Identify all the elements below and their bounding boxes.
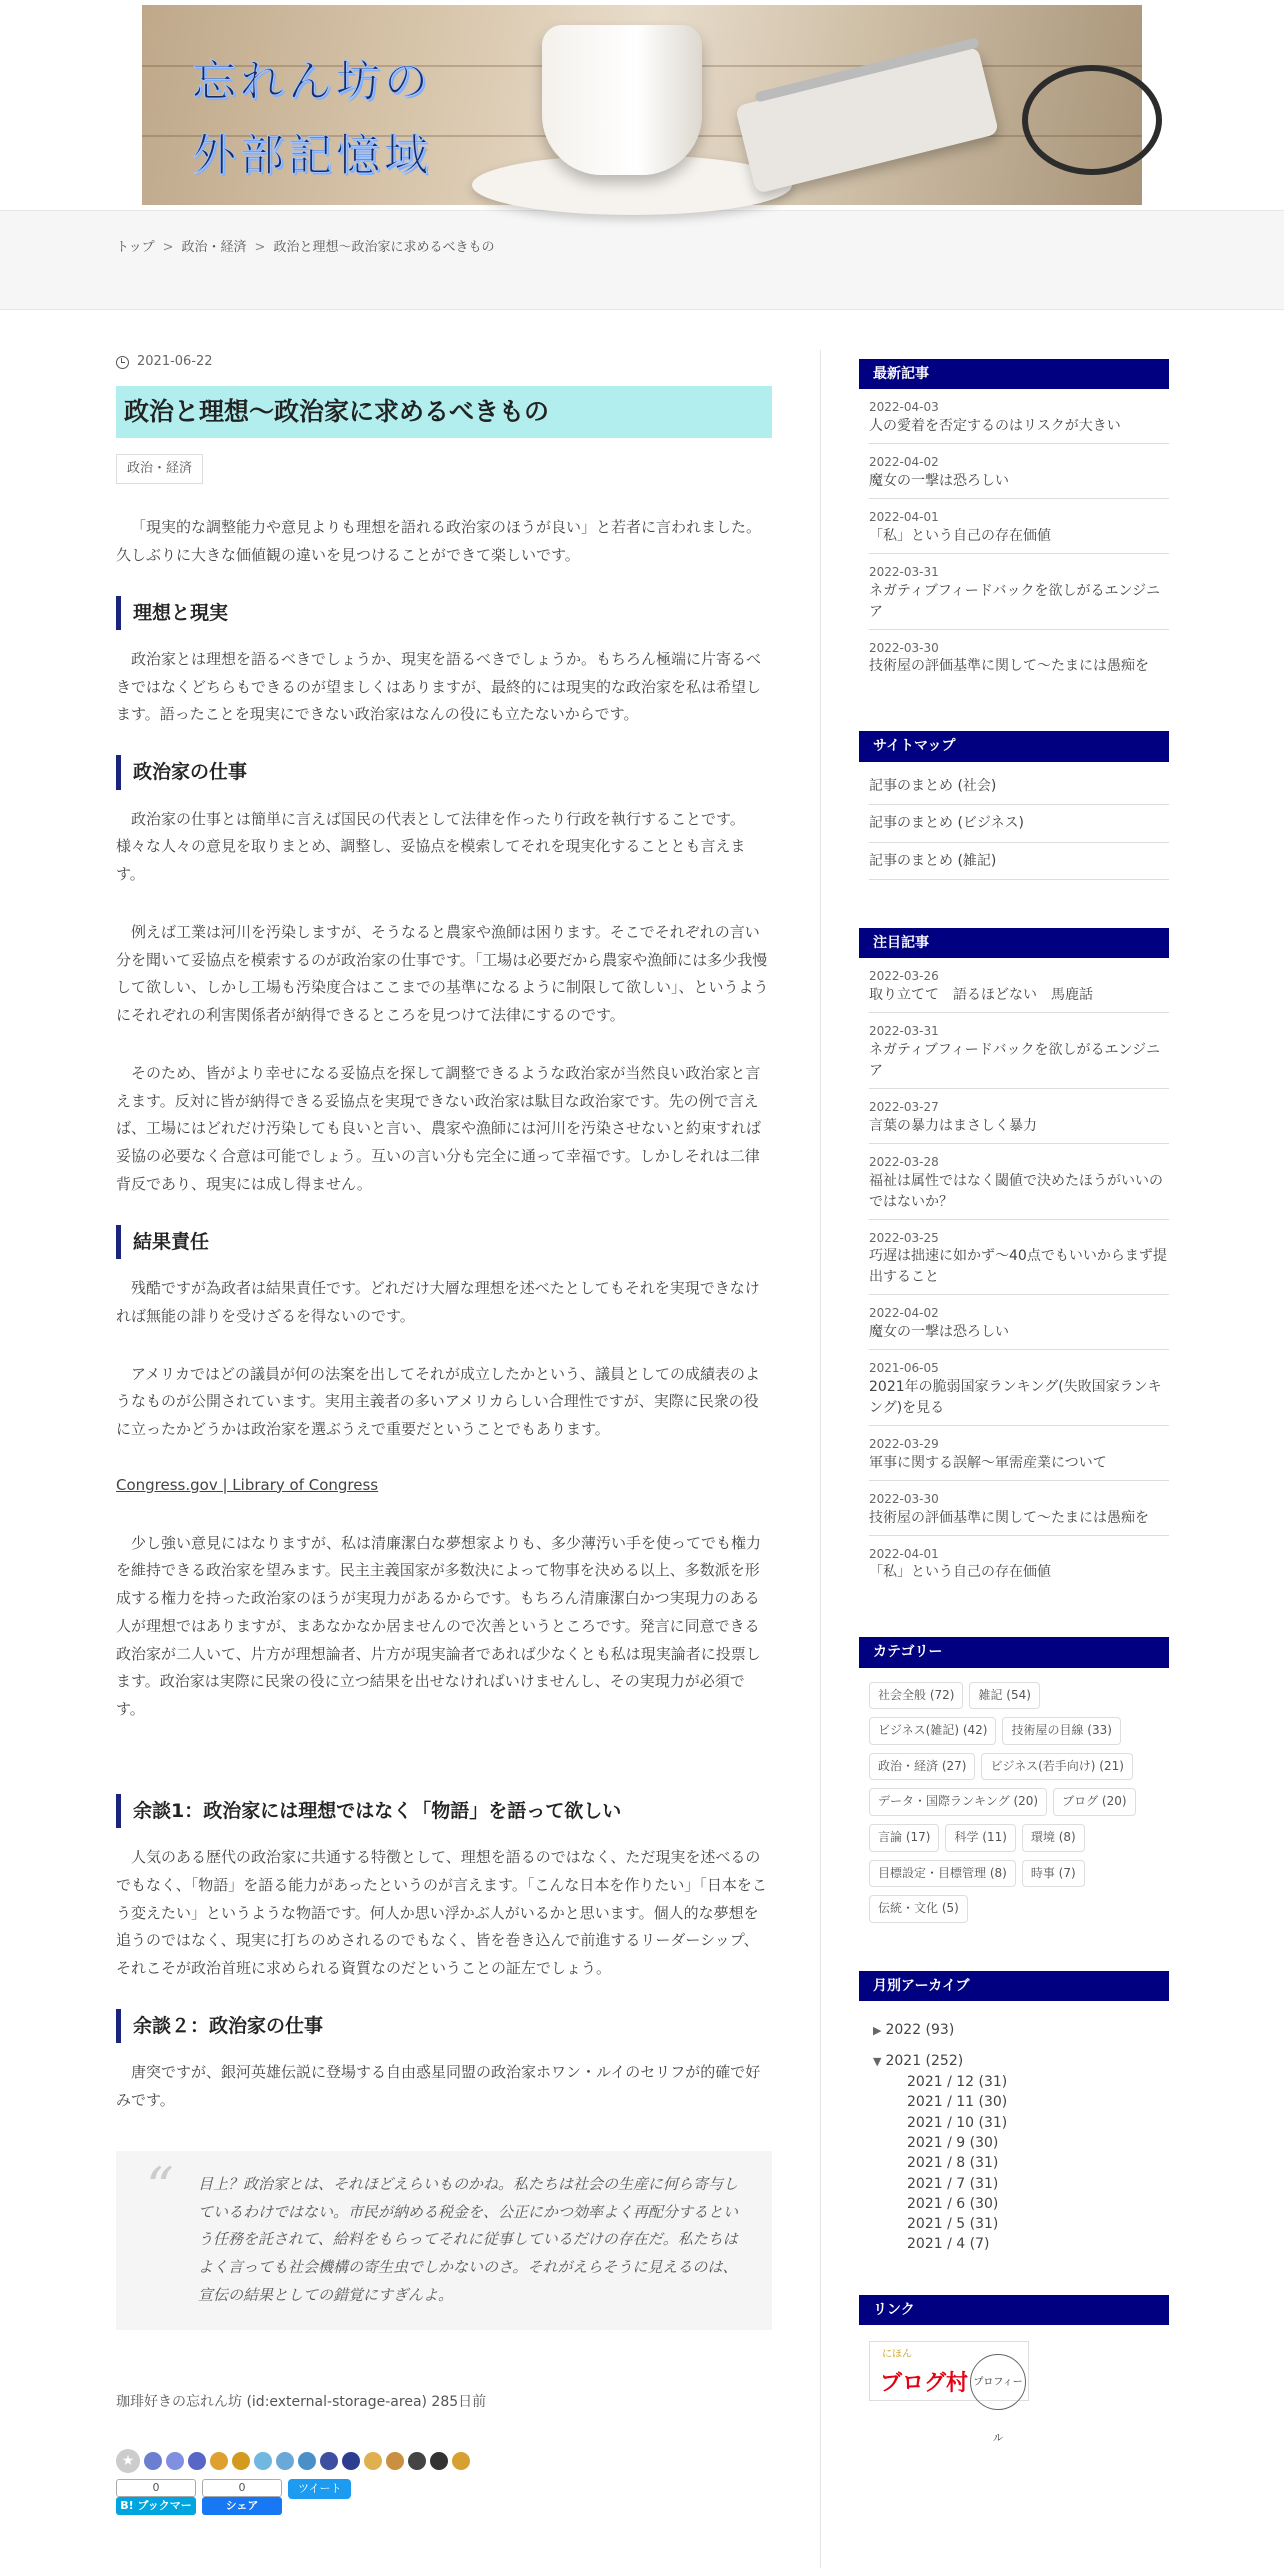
archive-year-2022[interactable] — [873, 2019, 1169, 2041]
recent-date: 2022-04-01 — [869, 509, 939, 524]
featured-title[interactable]: 技術屋の評価基準に関して～たまには愚痴を — [869, 1509, 1149, 1526]
archive-months — [873, 2072, 1169, 2255]
archive-month[interactable]: 2021 / 9 (30) — [907, 2134, 999, 2151]
widget-title-archive: 月別アーカイブ — [859, 1971, 1169, 2001]
coffee-cup-image — [542, 25, 702, 175]
collapse-triangle-icon[interactable]: ▼ — [873, 2054, 882, 2068]
star-user-avatar[interactable] — [430, 2452, 448, 2470]
category-chip[interactable]: 目標設定・目標管理 (8) — [869, 1860, 1016, 1888]
article — [116, 350, 772, 2531]
widget-sitemap — [859, 731, 1169, 880]
blockquote — [116, 2151, 772, 2330]
featured-item[interactable] — [869, 1144, 1169, 1220]
breadcrumb-separator: > — [162, 240, 174, 255]
featured-date: 2022-03-25 — [869, 1230, 939, 1245]
featured-date: 2022-03-29 — [869, 1436, 939, 1451]
archive-year-label[interactable]: 2022 (93) — [885, 2022, 955, 2039]
widget-categories — [859, 1637, 1169, 1923]
site-header — [0, 0, 1284, 210]
paragraph: そのため、皆がより幸せになる妥協点を探して調整できるような政治家が当然良い政治家と言えます。反対に皆が納得できる妥協点を実現できない政治家は駄目な政治家です。先の例で言えば、工場にはどれだけ汚染しても良いと言い、農家や漁師には河川を汚染させないと約束すれば妥協の必要なく合意は可能でしょう。互いの言い分も完全に通って幸福です。しかしそれは二律背反であり、現実には成し得ません。 — [116, 1063, 762, 1193]
archive-year-label[interactable]: 2021 (252) — [885, 2052, 964, 2069]
congress-link[interactable]: Congress.gov | Library of Congress — [116, 1475, 379, 1494]
recent-item[interactable] — [869, 389, 1169, 444]
widget-featured — [859, 928, 1169, 1589]
recent-title[interactable]: ネガティブフィードバックを欲しがるエンジニア — [869, 582, 1161, 620]
recent-date: 2022-04-02 — [869, 455, 939, 470]
facebook-share-button[interactable]: シェア — [202, 2497, 282, 2515]
category-chip[interactable]: ブログ (20) — [1053, 1788, 1135, 1816]
featured-date: 2022-04-02 — [869, 1306, 939, 1321]
blogmura-banner[interactable] — [869, 2341, 1029, 2445]
paragraph: 少し強い意見にはなりますが、私は清廉潔白な夢想家よりも、多少薄汚い手を使ってでも権力を維持できる政治家を望みます。民主主義国家が多数決によって物事を決める以上、多数派を形成する権力を持った政治家のほうが実現力があるからです。もちろん清廉潔白かつ実現力のある人が理想ではありますが、まあなかなか居ませんので次善というところです。発言に同意できる政治家が二人いて、片方が理想論者、片方が現実論者であれば少なくとも私は現実論者に投票します。政治家は実際に民衆の役に立つ結果を出せなければいけませんし、その実現力が必須です。 — [116, 1533, 762, 1719]
breadcrumb-top[interactable]: トップ — [116, 240, 155, 255]
featured-date: 2022-03-28 — [869, 1154, 939, 1169]
star-user-avatar[interactable] — [452, 2452, 470, 2470]
featured-date: 2022-03-30 — [869, 1491, 939, 1506]
column-divider — [820, 350, 821, 2568]
hatena-bookmark-share[interactable] — [116, 2479, 196, 2531]
heading-aside-1: 余談1：政治家には理想ではなく「物語」を語って欲しい — [116, 1794, 772, 1828]
featured-item[interactable] — [869, 1426, 1169, 1481]
star-user-avatar[interactable] — [320, 2452, 338, 2470]
featured-item[interactable] — [869, 1220, 1169, 1296]
site-logo-line2[interactable]: 外部記憶域 — [192, 130, 432, 181]
heading-result-responsibility: 結果責任 — [116, 1225, 772, 1259]
star-user-avatar[interactable] — [386, 2452, 404, 2470]
featured-title[interactable]: 福祉は属性ではなく閾値で決めたほうがいいのではないか？ — [869, 1172, 1163, 1210]
header-banner[interactable] — [142, 5, 1142, 205]
sidebar — [859, 359, 1169, 2449]
breadcrumb — [116, 236, 494, 260]
widget-title-links: リンク — [859, 2295, 1169, 2325]
featured-item[interactable] — [869, 958, 1169, 1013]
quote-icon: “ — [146, 2155, 174, 2219]
link-paragraph — [116, 1472, 772, 1500]
featured-title[interactable]: 言葉の暴力はまさしく暴力 — [869, 1117, 1037, 1134]
featured-date: 2022-03-31 — [869, 1024, 939, 1039]
breadcrumb-category[interactable]: 政治・経済 — [181, 240, 247, 255]
post-date-text: 2021-06-22 — [137, 354, 213, 369]
post-title: 政治と理想～政治家に求めるべきもの — [116, 386, 772, 438]
featured-item[interactable] — [869, 1350, 1169, 1426]
star-user-avatar[interactable] — [210, 2452, 228, 2470]
star-user-avatar[interactable] — [364, 2452, 382, 2470]
heading-aside-2: 余談２：政治家の仕事 — [116, 2009, 772, 2043]
widget-archive — [859, 1971, 1169, 2255]
archive-month[interactable]: 2021 / 7 (31) — [907, 2175, 999, 2192]
banner-small-text: にほん — [882, 2349, 912, 2361]
banner-text: ブログ村 — [880, 2371, 969, 2397]
star-user-avatar[interactable] — [276, 2452, 294, 2470]
archive-month[interactable]: 2021 / 8 (31) — [907, 2155, 999, 2172]
featured-title[interactable]: 2021年の脆弱国家ランキング(失敗国家ランキング)を見る — [869, 1378, 1162, 1416]
widget-title-recent: 最新記事 — [859, 359, 1169, 389]
breadcrumb-current: 政治と理想～政治家に求めるべきもの — [273, 240, 495, 255]
category-chip[interactable]: 時事 (7) — [1022, 1860, 1085, 1888]
facebook-share-count: 0 — [202, 2479, 282, 2497]
recent-date: 2022-03-30 — [869, 640, 939, 655]
featured-date: 2021-06-05 — [869, 1361, 939, 1376]
recent-title[interactable]: 魔女の一撃は恐ろしい — [869, 472, 1009, 489]
post-category-tag[interactable]: 政治・経済 — [116, 454, 203, 484]
widget-title-sitemap: サイトマップ — [859, 731, 1169, 761]
featured-title[interactable]: 軍事に関する誤解～軍需産業について — [869, 1454, 1107, 1471]
widget-links — [859, 2295, 1169, 2445]
category-list — [859, 1668, 1169, 1923]
recent-date: 2022-03-31 — [869, 564, 939, 579]
archive-month[interactable]: 2021 / 4 (7) — [907, 2236, 990, 2253]
heading-politician-work: 政治家の仕事 — [116, 755, 772, 789]
glasses-image — [1022, 65, 1162, 175]
paragraph: アメリカではどの議員が何の法案を出してそれが成立したかという、議員としての成績表のようなものが公開されています。実用主義者の多いアメリカらしい合理性ですが、実際に民衆の役に立ったかどうかは政治家を選ぶうえで重要だということでもあります。 — [116, 1364, 760, 1439]
star-user-avatar[interactable] — [188, 2452, 206, 2470]
star-user-avatar[interactable] — [298, 2452, 316, 2470]
archive-month[interactable]: 2021 / 6 (30) — [907, 2195, 999, 2212]
facebook-share[interactable] — [202, 2479, 282, 2515]
intro-paragraph: 「現実的な調整能力や意見よりも理想を語れる政治家のほうが良い」と若者に言われました。久しぶりに大きな価値観の違いを見つけることができて楽しいです。 — [116, 518, 762, 564]
widget-title-featured: 注目記事 — [859, 928, 1169, 958]
category-chip[interactable]: 技術屋の目線 (33) — [1002, 1717, 1120, 1745]
featured-item[interactable] — [869, 1481, 1169, 1536]
featured-item[interactable] — [869, 1089, 1169, 1144]
tweet-share[interactable] — [288, 2479, 351, 2515]
archive-year-2021[interactable] — [873, 2050, 1169, 2072]
share-buttons — [116, 2479, 772, 2531]
category-chip[interactable]: 言論 (17) — [869, 1824, 939, 1852]
featured-title[interactable]: 取り立てて 語るほどない 馬鹿話 — [869, 987, 1093, 1004]
paragraph: 唐突ですが、銀河英雄伝説に登場する自由惑星同盟の政治家ホワン・ルイのセリフが的確で好みです。 — [116, 2063, 761, 2110]
featured-date: 2022-04-01 — [869, 1546, 939, 1561]
star-user-avatar[interactable] — [342, 2452, 360, 2470]
recent-item[interactable] — [869, 630, 1169, 684]
recent-list — [859, 389, 1169, 683]
archive-month[interactable]: 2021 / 5 (31) — [907, 2216, 999, 2233]
widget-title-categories: カテゴリー — [859, 1637, 1169, 1667]
breadcrumb-separator: > — [254, 240, 266, 255]
recent-item[interactable] — [869, 444, 1169, 499]
featured-title[interactable]: 「私」という自己の存在価値 — [869, 1564, 1051, 1581]
recent-date: 2022-04-03 — [869, 400, 939, 415]
paragraph: 政治家の仕事とは簡単に言えば国民の代表として法律を作ったり行政を執行することです。様々な人々の意見を取りまとめ、調整し、妥協点を模索してそれを現実化することとも言えます。 — [116, 809, 746, 884]
category-chip[interactable]: 雑記 (54) — [969, 1682, 1039, 1710]
sitemap-item[interactable]: 記事のまとめ (ビジネス) — [869, 805, 1169, 842]
category-chip[interactable]: ビジネス(若手向け) (21) — [981, 1753, 1132, 1781]
featured-item[interactable] — [869, 1536, 1169, 1590]
featured-title[interactable]: ネガティブフィードバックを欲しがるエンジニア — [869, 1041, 1161, 1079]
star-user-avatar[interactable] — [166, 2452, 184, 2470]
sitemap-item[interactable]: 記事のまとめ (雑記) — [869, 843, 1169, 880]
star-user-avatar[interactable] — [408, 2452, 426, 2470]
paragraph: 残酷ですが為政者は結果責任です。どれだけ大層な理想を述べたとしてもそれを実現できなければ無能の誹りを受けざるを得ないのです。 — [116, 1279, 760, 1325]
category-chip[interactable]: 社会全般 (72) — [869, 1682, 963, 1710]
archive-month[interactable]: 2021 / 12 (31) — [907, 2074, 1008, 2091]
archive-list — [859, 2001, 1169, 2254]
star-user-avatar[interactable] — [144, 2452, 162, 2470]
recent-item[interactable] — [869, 554, 1169, 630]
category-chip[interactable]: データ・国際ランキング (20) — [869, 1788, 1047, 1816]
add-star-icon[interactable]: ★ — [116, 2449, 140, 2473]
category-chip[interactable]: 環境 (8) — [1022, 1824, 1085, 1852]
featured-date: 2022-03-26 — [869, 969, 939, 984]
recent-title[interactable]: 「私」という自己の存在価値 — [869, 527, 1051, 544]
featured-item[interactable] — [869, 1013, 1169, 1089]
archive-month[interactable]: 2021 / 11 (30) — [907, 2094, 1008, 2111]
expand-triangle-icon[interactable]: ▶ — [873, 2024, 882, 2038]
profile-badge[interactable]: プロフィール — [970, 2354, 1026, 2410]
hatena-bookmark-count: 0 — [116, 2479, 196, 2497]
category-chip[interactable]: 伝統・文化 (5) — [869, 1895, 968, 1923]
featured-list — [859, 958, 1169, 1589]
recent-title[interactable]: 人の愛着を否定するのはリスクが大きい — [869, 418, 1121, 435]
category-chip[interactable]: 政治・経済 (27) — [869, 1753, 975, 1781]
site-logo-line1[interactable]: 忘れん坊の — [192, 56, 432, 107]
heading-ideal-reality: 理想と現実 — [116, 596, 772, 630]
featured-item[interactable] — [869, 1295, 1169, 1350]
hatena-bookmark-button[interactable]: B! ブックマーク — [116, 2497, 196, 2515]
paragraph: 例えば工業は河川を汚染しますが、そうなると農家や漁師は困ります。そこでそれぞれの言い分を聞いて妥協点を模索するのが政治家の仕事です。「工場は必要だから農家や漁師には多少我慢して欲しい、しかし工場も汚染度合はここまでの基準になるように制限して欲しい」、というようにそれぞれの利害関係者が納得できるところを見つけて法律にするのです。 — [116, 922, 769, 1025]
featured-title[interactable]: 巧遅は拙速に如かず～40点でもいいからまず提出すること — [869, 1248, 1167, 1286]
clock-icon — [116, 356, 129, 369]
paragraph: 人気のある歴代の政治家に共通する特徴として、理想を語るのではなく、ただ現実を述べるのでもなく、「物語」を語る能力があったというのが言えます。「こんな日本を作りたい」「日本をこう変えたい」というような物語です。何人か思い浮かぶ人がいるかと思います。個人的な夢想を追うのではなく、現実に打ちのめされるのでもなく、皆を巻き込んで前進するリーダーシップ、それこそが政治首班に求められる資質なのだということの証左でしょう。 — [116, 1848, 767, 1978]
quote-text: 目上？政治家とは、それほどえらいものかね。私たちは社会の生産に何ら寄与しているわけではない。市民が納める税金を、公正にかつ効率よく再配分するという任務を託されて、給料をもらってそれに従事しているだけの存在だ。私たちはよく言っても社会機構の寄生虫でしかないのさ。それがえらそうに見えるのは、宣伝の結果としての錯覚にすぎんよ。 — [198, 2174, 739, 2304]
sitemap-item[interactable]: 記事のまとめ (社会) — [869, 768, 1169, 805]
author-line[interactable]: 珈琲好きの忘れん坊 (id:external-storage-area) 285日前 — [116, 2393, 487, 2410]
featured-date: 2022-03-27 — [869, 1099, 939, 1114]
archive-month[interactable]: 2021 / 10 (31) — [907, 2114, 1008, 2131]
category-chip[interactable]: 科学 (11) — [945, 1824, 1015, 1852]
featured-title[interactable]: 魔女の一撃は恐ろしい — [869, 1324, 1009, 1341]
recent-title[interactable]: 技術屋の評価基準に関して～たまには愚痴を — [869, 658, 1149, 675]
category-chip[interactable]: ビジネス(雑記) (42) — [869, 1717, 996, 1745]
star-user-avatar[interactable] — [254, 2452, 272, 2470]
tweet-button[interactable]: ツイート — [288, 2479, 351, 2499]
widget-recent — [859, 359, 1169, 683]
paragraph: 政治家とは理想を語るべきでしょうか、現実を語るべきでしょうか。もちろん極端に片寄るべきではなくどちらもできるのが望ましくはありますが、最終的には現実的な政治家を私は希望します。語ったことを現実にできない政治家はなんの役にも立たないからです。 — [116, 649, 762, 724]
sitemap-list — [859, 762, 1169, 880]
hatena-stars — [116, 2449, 772, 2473]
recent-item[interactable] — [869, 499, 1169, 554]
post-date — [116, 350, 772, 374]
star-user-avatar[interactable] — [232, 2452, 250, 2470]
